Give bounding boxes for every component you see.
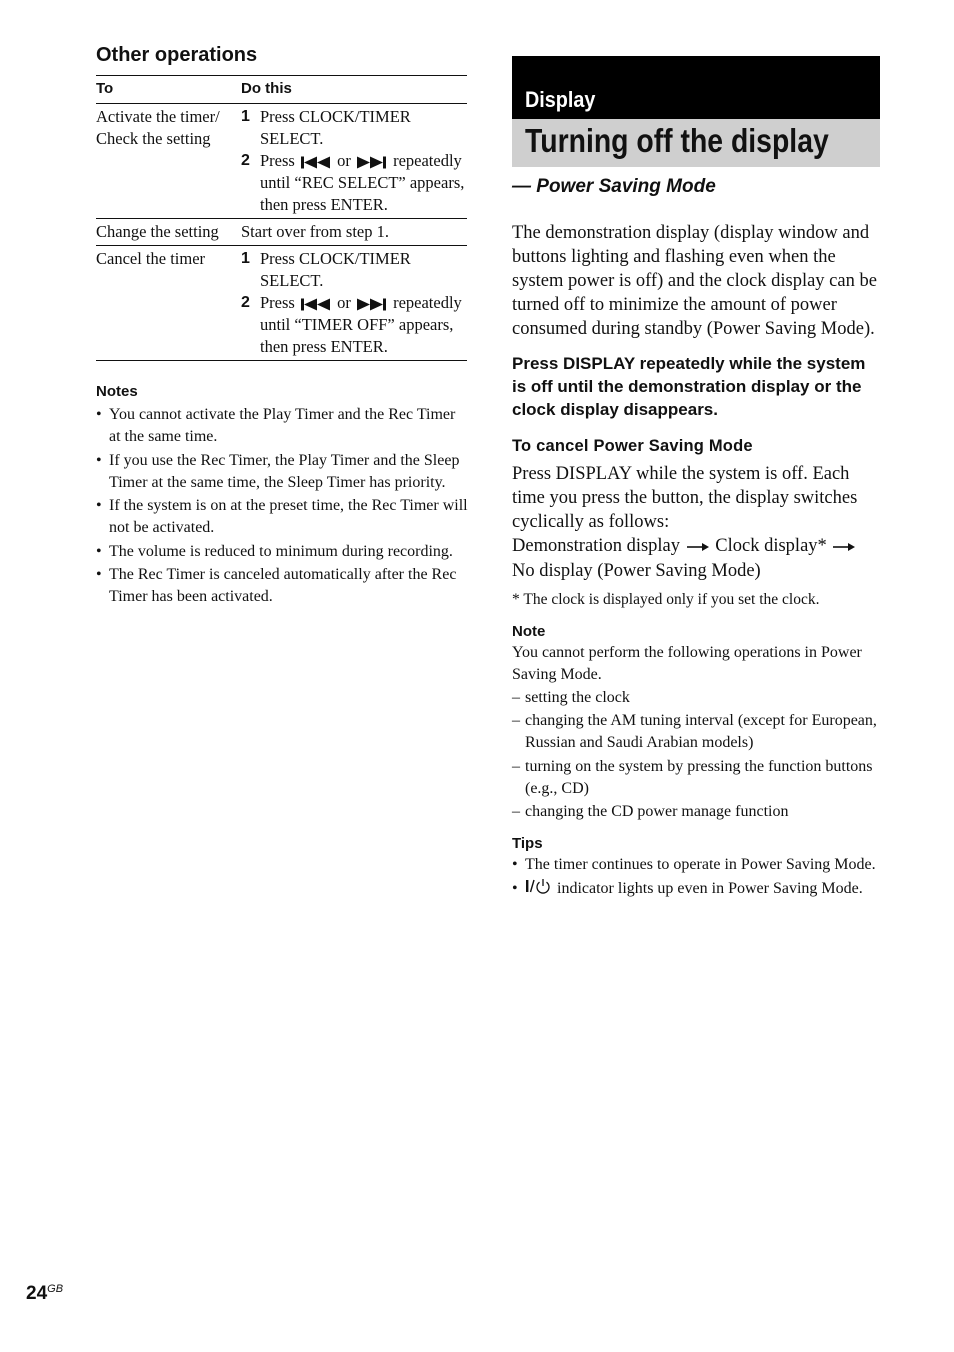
step-text: Press CLOCK/TIMER SELECT.: [260, 249, 411, 290]
tips-heading: Tips: [512, 835, 543, 853]
list-item: • The volume is reduced to minimum during recording.: [96, 541, 468, 563]
step-item: [241, 106, 467, 150]
list-item: • The timer continues to operate in Power Saving Mode.: [512, 854, 880, 876]
next-track-icon: [357, 298, 387, 311]
step-number: 1: [241, 250, 250, 267]
table-row: [96, 104, 467, 219]
step-text-post: repeatedly until “TIMER OFF” appears, then press ENTER.: [260, 293, 462, 356]
cancel-paragraph: [512, 462, 880, 583]
column-header-do-this: Do this: [241, 76, 467, 104]
cycle-item: Demonstration display: [512, 536, 681, 556]
step-text-pre: Press: [260, 293, 295, 312]
step-item: [241, 150, 467, 216]
section-label-band: [512, 56, 880, 119]
step-number: 1: [241, 108, 250, 125]
section-label: Display: [525, 87, 596, 112]
step-item: [241, 248, 467, 292]
list-item: – changing the CD power manage function: [512, 801, 880, 823]
note-text: You cannot perform the following operations in Power Saving Mode.: [512, 643, 862, 683]
list-item: – turning on the system by pressing the function buttons (e.g., CD): [512, 756, 880, 800]
page-title: Turning off the display: [525, 122, 829, 159]
list-item: [512, 878, 880, 901]
table-cell-to: Cancel the timer: [96, 246, 241, 361]
right-column: [512, 56, 880, 902]
step-item: [241, 292, 467, 358]
list-item: – changing the AM tuning interval (except for European, Russian and Saudi Arabian models): [512, 710, 880, 754]
table-cell-do-this: [241, 246, 467, 361]
step-text-or: or: [337, 293, 351, 312]
table-row: [96, 219, 467, 246]
step-number: 2: [241, 294, 250, 311]
left-column: [96, 44, 468, 610]
cycle-item: Clock display*: [715, 536, 827, 556]
instruction-paragraph: Press DISPLAY repeatedly while the system is off until the demonstration display or the clock display disappears.: [512, 354, 866, 419]
note-heading: Note: [512, 622, 546, 640]
cycle-item: No display (Power Saving Mode): [512, 560, 761, 581]
table-cell-do-this: Start over from step 1.: [241, 219, 467, 246]
column-header-to: To: [96, 76, 241, 104]
step-number: 2: [241, 152, 250, 169]
intro-paragraph: The demonstration display (display window and buttons lighting and flashing even when the system power is off) and the clock display can be turned off to minimize the amount of power consumed during standby (Power Saving Mode).: [512, 223, 877, 339]
table-row: [96, 246, 467, 361]
notes-list: [96, 404, 468, 608]
previous-track-icon: [301, 298, 331, 311]
tips-list: [512, 854, 880, 901]
page-subtitle: — Power Saving Mode: [512, 176, 716, 197]
previous-track-icon: [301, 156, 331, 169]
table-header-row: [96, 76, 467, 104]
operations-table: [96, 75, 467, 361]
title-band: [512, 119, 880, 167]
next-track-icon: [357, 156, 387, 169]
cancel-text: Press DISPLAY while the system is off. Each time you press the button, the display switches cyclically as follows:: [512, 464, 858, 532]
step-text-post: repeatedly until “REC SELECT” appears, then press ENTER.: [260, 151, 465, 214]
list-item: • You cannot activate the Play Timer and the Rec Timer at the same time.: [96, 404, 468, 448]
list-item: – setting the clock: [512, 687, 880, 709]
step-text-wrap: [260, 292, 467, 358]
section-heading-other-operations: Other operations: [96, 44, 258, 66]
list-item: • If the system is on at the preset time, the Rec Timer will not be activated.: [96, 495, 468, 539]
list-item: • If you use the Rec Timer, the Play Timer and the Sleep Timer at the same time, the Sleep Timer has priority.: [96, 450, 468, 494]
page-number-value: 24: [26, 1283, 48, 1304]
cancel-heading: To cancel Power Saving Mode: [512, 437, 753, 455]
step-text-pre: Press: [260, 151, 295, 170]
step-text: Press CLOCK/TIMER SELECT.: [260, 107, 411, 148]
step-text-wrap: [260, 150, 467, 216]
power-standby-icon: [525, 878, 555, 901]
page-number-suffix: GB: [47, 1283, 64, 1295]
note-list: [512, 687, 880, 824]
footnote: * The clock is displayed only if you set the clock.: [512, 590, 820, 608]
page-number: [26, 1283, 63, 1305]
notes-heading: Notes: [96, 383, 138, 400]
tip-text: indicator lights up even in Power Saving Mode.: [557, 879, 863, 897]
arrow-right-icon: [687, 535, 709, 559]
arrow-right-icon: [833, 535, 855, 559]
table-cell-to: Change the setting: [96, 219, 241, 246]
table-cell-to: Activate the timer/ Check the setting: [96, 104, 241, 219]
table-cell-do-this: [241, 104, 467, 219]
step-text-or: or: [337, 151, 351, 170]
list-item: • The Rec Timer is canceled automatically after the Rec Timer has been activated.: [96, 564, 468, 608]
